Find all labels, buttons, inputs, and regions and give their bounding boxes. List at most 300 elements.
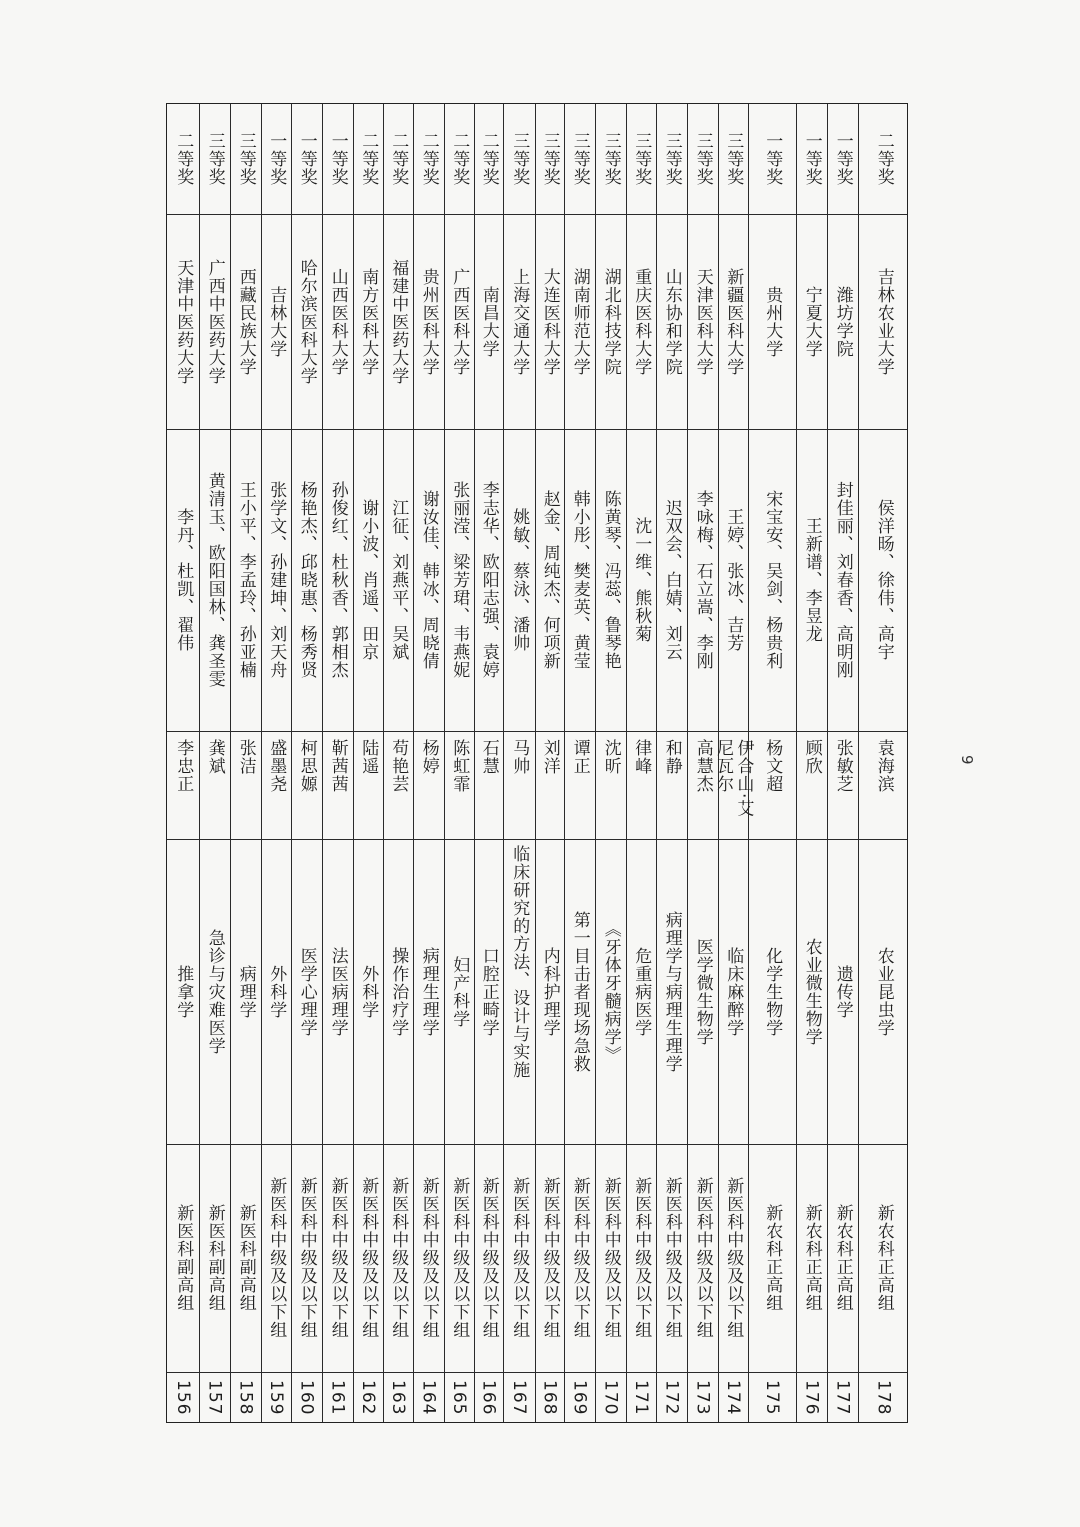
award-text: 二等奖 <box>873 132 894 186</box>
cell-group <box>291 1144 322 1372</box>
cell-award <box>383 104 413 214</box>
award-text: 二等奖 <box>358 132 379 186</box>
leader-text: 律峰 <box>631 739 652 775</box>
cell-award <box>291 104 322 214</box>
group-text: 新医科副高组 <box>204 1204 225 1312</box>
cell-leader <box>199 731 230 839</box>
group-text: 新医科中级及以下组 <box>478 1177 499 1339</box>
members-text: 谢小波、肖遥、田京 <box>358 499 379 661</box>
cell-field <box>261 839 291 1144</box>
cell-leader <box>444 731 474 839</box>
cell-group <box>413 1144 444 1372</box>
members-text: 黄清玉、欧阳国林、龚圣雯 <box>204 472 225 688</box>
school-text: 福建中医药大学 <box>388 258 409 385</box>
award-text: 一等奖 <box>832 132 853 186</box>
cell-members <box>230 429 261 731</box>
no-text: 162 <box>358 1380 379 1416</box>
cell-leader <box>796 731 827 839</box>
award-text: 一等奖 <box>762 132 783 186</box>
cell-field <box>353 839 383 1144</box>
cell-group <box>718 1144 748 1372</box>
school-text: 广西中医药大学 <box>204 258 225 385</box>
school-text: 西藏民族大学 <box>235 267 256 376</box>
award-text: 二等奖 <box>478 132 499 186</box>
award-text: 一等奖 <box>266 132 287 186</box>
cell-members <box>687 429 718 731</box>
field-text: 农业微生物学 <box>801 937 822 1046</box>
cell-school <box>444 214 474 429</box>
field-text: 妇产科学 <box>449 955 470 1028</box>
school-text: 南方医科大学 <box>358 267 379 376</box>
cell-group <box>199 1144 230 1372</box>
cell-leader <box>564 731 595 839</box>
cell-no <box>230 1372 261 1424</box>
group-text: 新医科副高组 <box>235 1204 256 1312</box>
cell-members <box>535 429 564 731</box>
school-text: 吉林农业大学 <box>873 267 894 376</box>
cell-group <box>167 1144 199 1372</box>
page-number: 9 <box>958 755 976 765</box>
cell-group <box>230 1144 261 1372</box>
award-text: 二等奖 <box>418 132 439 186</box>
leader-text: 陈虹霏 <box>449 739 470 793</box>
cell-field <box>199 839 230 1144</box>
cell-award <box>322 104 353 214</box>
members-text: 姚敏、蔡泳、潘帅 <box>509 508 530 652</box>
cell-leader <box>535 731 564 839</box>
members-text: 宋宝安、吴剑、杨贵利 <box>762 490 783 670</box>
cell-members <box>474 429 503 731</box>
cell-award <box>444 104 474 214</box>
award-text: 三等奖 <box>509 132 530 186</box>
members-text: 赵金、周纯杰、何项新 <box>539 490 560 670</box>
cell-members <box>291 429 322 731</box>
cell-members <box>444 429 474 731</box>
cell-members <box>322 429 353 731</box>
cell-school <box>199 214 230 429</box>
cell-field <box>230 839 261 1144</box>
cell-group <box>656 1144 687 1372</box>
group-text: 新农科正高组 <box>762 1204 783 1312</box>
cell-members <box>626 429 656 731</box>
cell-no <box>595 1372 626 1424</box>
leader-text: 和静 <box>661 739 682 775</box>
field-text: 危重病医学 <box>631 946 652 1037</box>
school-text: 新疆医科大学 <box>723 267 744 376</box>
group-text: 新医科中级及以下组 <box>358 1177 379 1339</box>
school-text: 大连医科大学 <box>539 267 560 376</box>
leader-text: 顾欣 <box>801 739 822 775</box>
no-text: 169 <box>569 1380 590 1416</box>
group-text: 新医科中级及以下组 <box>327 1177 348 1339</box>
group-text: 新医科中级及以下组 <box>631 1177 652 1339</box>
group-text: 新医科中级及以下组 <box>539 1177 560 1339</box>
leader-text: 靳茜茜 <box>327 739 348 793</box>
cell-no <box>383 1372 413 1424</box>
cell-no <box>748 1372 796 1424</box>
members-text: 王新谱、李昱龙 <box>801 517 822 643</box>
no-text: 177 <box>832 1380 853 1416</box>
cell-no <box>353 1372 383 1424</box>
leader-text: 石慧 <box>478 739 499 775</box>
group-text: 新医科中级及以下组 <box>692 1177 713 1339</box>
cell-award <box>796 104 827 214</box>
leader-text: 沈昕 <box>600 739 621 775</box>
no-text: 178 <box>873 1380 894 1416</box>
cell-school <box>718 214 748 429</box>
no-text: 156 <box>173 1380 194 1416</box>
group-text: 新农科正高组 <box>873 1204 894 1312</box>
no-text: 166 <box>478 1380 499 1416</box>
cell-group <box>796 1144 827 1372</box>
cell-school <box>858 214 909 429</box>
cell-no <box>167 1372 199 1424</box>
field-text: 病理学与病理生理学 <box>661 910 682 1073</box>
cell-group <box>687 1144 718 1372</box>
cell-no <box>656 1372 687 1424</box>
cell-award <box>748 104 796 214</box>
cell-field <box>383 839 413 1144</box>
cell-award <box>474 104 503 214</box>
award-text: 三等奖 <box>692 132 713 186</box>
cell-members <box>199 429 230 731</box>
leader-text: 伊合山·艾尼瓦尔 <box>713 739 754 818</box>
group-text: 新医科中级及以下组 <box>266 1177 287 1339</box>
field-text: 口腔正畸学 <box>478 946 499 1037</box>
group-text: 新农科正高组 <box>801 1204 822 1312</box>
school-text: 潍坊学院 <box>832 285 853 358</box>
cell-school <box>383 214 413 429</box>
award-text: 一等奖 <box>296 132 317 186</box>
school-text: 宁夏大学 <box>801 285 822 358</box>
group-text: 新医科中级及以下组 <box>569 1177 590 1339</box>
no-text: 160 <box>296 1380 317 1416</box>
cell-group <box>564 1144 595 1372</box>
no-text: 163 <box>388 1380 409 1416</box>
leader-text: 龚斌 <box>204 739 225 775</box>
cell-school <box>167 214 199 429</box>
leader-text: 马帅 <box>509 739 530 775</box>
cell-school <box>322 214 353 429</box>
cell-leader <box>827 731 858 839</box>
group-text: 新医科中级及以下组 <box>600 1177 621 1339</box>
cell-group <box>858 1144 909 1372</box>
no-text: 168 <box>539 1380 560 1416</box>
cell-leader <box>291 731 322 839</box>
school-text: 山东协和学院 <box>661 267 682 376</box>
cell-award <box>413 104 444 214</box>
leader-text: 袁海滨 <box>873 739 894 793</box>
members-text: 孙俊红、杜秋香、郭相杰 <box>327 481 348 679</box>
award-text: 一等奖 <box>801 132 822 186</box>
cell-field <box>167 839 199 1144</box>
cell-group <box>261 1144 291 1372</box>
cell-leader <box>322 731 353 839</box>
cell-award <box>564 104 595 214</box>
cell-no <box>291 1372 322 1424</box>
cell-members <box>827 429 858 731</box>
cell-no <box>199 1372 230 1424</box>
cell-school <box>474 214 503 429</box>
cell-school <box>230 214 261 429</box>
members-text: 王婷、张冰、吉芳 <box>723 508 744 652</box>
field-text: 推拿学 <box>173 964 194 1019</box>
cell-field <box>322 839 353 1144</box>
members-text: 谢汝佳、韩冰、周晓倩 <box>418 490 439 670</box>
group-text: 新医科中级及以下组 <box>388 1177 409 1339</box>
no-text: 176 <box>801 1380 822 1416</box>
cell-school <box>503 214 535 429</box>
cell-group <box>322 1144 353 1372</box>
cell-leader <box>858 731 909 839</box>
cell-school <box>595 214 626 429</box>
cell-award <box>503 104 535 214</box>
cell-school <box>353 214 383 429</box>
cell-school <box>748 214 796 429</box>
cell-leader <box>595 731 626 839</box>
cell-members <box>595 429 626 731</box>
group-text: 新医科中级及以下组 <box>723 1177 744 1339</box>
no-text: 164 <box>418 1380 439 1416</box>
school-text: 湖北科技学院 <box>600 267 621 376</box>
leader-text: 杨婷 <box>418 739 439 775</box>
cell-members <box>748 429 796 731</box>
cell-school <box>626 214 656 429</box>
cell-school <box>656 214 687 429</box>
cell-no <box>535 1372 564 1424</box>
cell-leader <box>748 731 796 839</box>
members-text: 李丹、杜凯、翟伟 <box>173 508 194 652</box>
cell-no <box>827 1372 858 1424</box>
cell-school <box>261 214 291 429</box>
school-text: 南昌大学 <box>478 285 499 358</box>
cell-no <box>474 1372 503 1424</box>
cell-award <box>626 104 656 214</box>
cell-members <box>656 429 687 731</box>
cell-group <box>535 1144 564 1372</box>
cell-members <box>858 429 909 731</box>
cell-award <box>230 104 261 214</box>
leader-text: 高慧杰 <box>692 739 713 793</box>
members-text: 迟双会、白婧、刘云 <box>661 499 682 661</box>
no-text: 174 <box>723 1380 744 1416</box>
cell-no <box>444 1372 474 1424</box>
cell-no <box>626 1372 656 1424</box>
field-text: 内科护理学 <box>539 946 560 1037</box>
cell-leader <box>261 731 291 839</box>
award-text: 三等奖 <box>235 132 256 186</box>
cell-field <box>291 839 322 1144</box>
cell-group <box>503 1144 535 1372</box>
leader-text: 苟艳芸 <box>388 739 409 793</box>
members-text: 陈黄琴、冯蕊、鲁琴艳 <box>600 490 621 670</box>
cell-field <box>564 839 595 1144</box>
cell-members <box>261 429 291 731</box>
school-text: 重庆医科大学 <box>631 267 652 376</box>
members-text: 李咏梅、石立嵩、李刚 <box>692 490 713 670</box>
school-text: 山西医科大学 <box>327 267 348 376</box>
group-text: 新医科中级及以下组 <box>418 1177 439 1339</box>
cell-school <box>827 214 858 429</box>
cell-leader <box>626 731 656 839</box>
members-text: 李志华、欧阳志强、袁婷 <box>478 481 499 679</box>
no-text: 167 <box>509 1380 530 1416</box>
school-text: 天津医科大学 <box>692 267 713 376</box>
school-text: 吉林大学 <box>266 285 287 358</box>
cell-field <box>626 839 656 1144</box>
cell-field <box>827 839 858 1144</box>
award-text: 三等奖 <box>631 132 652 186</box>
cell-leader <box>656 731 687 839</box>
cell-group <box>383 1144 413 1372</box>
award-text: 三等奖 <box>723 132 744 186</box>
cell-school <box>796 214 827 429</box>
cell-leader <box>713 731 754 839</box>
cell-award <box>656 104 687 214</box>
no-text: 158 <box>235 1380 256 1416</box>
cell-group <box>748 1144 796 1372</box>
group-text: 新医科中级及以下组 <box>296 1177 317 1339</box>
cell-no <box>413 1372 444 1424</box>
cell-group <box>474 1144 503 1372</box>
cell-field <box>796 839 827 1144</box>
members-text: 沈一维、熊秋菊 <box>631 517 652 643</box>
cell-leader <box>503 731 535 839</box>
cell-field <box>687 839 718 1144</box>
cell-award <box>535 104 564 214</box>
cell-school <box>291 214 322 429</box>
leader-text: 盛墨尧 <box>266 739 287 793</box>
award-text: 三等奖 <box>539 132 560 186</box>
leader-text: 谭正 <box>569 739 590 775</box>
members-text: 王小平、李孟玲、孙亚楠 <box>235 481 256 679</box>
cell-no <box>503 1372 535 1424</box>
field-text: 《牙体牙髓病学》 <box>600 919 621 1064</box>
cell-field <box>718 839 748 1144</box>
cell-group <box>626 1144 656 1372</box>
cell-field <box>503 839 535 1144</box>
field-text: 法医病理学 <box>327 946 348 1037</box>
members-text: 杨艳杰、邱晓惠、杨秀贤 <box>296 481 317 679</box>
cell-field <box>413 839 444 1144</box>
award-text: 三等奖 <box>661 132 682 186</box>
no-text: 175 <box>762 1380 783 1416</box>
cell-members <box>718 429 748 731</box>
no-text: 165 <box>449 1380 470 1416</box>
cell-members <box>383 429 413 731</box>
leader-text: 张洁 <box>235 739 256 775</box>
group-text: 新医科中级及以下组 <box>449 1177 470 1339</box>
no-text: 171 <box>631 1380 652 1416</box>
cell-members <box>413 429 444 731</box>
cell-award <box>718 104 748 214</box>
members-text: 韩小彤、樊麦英、黄莹 <box>569 490 590 670</box>
cell-leader <box>383 731 413 839</box>
no-text: 170 <box>600 1380 621 1416</box>
cell-award <box>827 104 858 214</box>
leader-text: 柯思嫄 <box>296 739 317 793</box>
field-text: 临床研究的方法、设计与实施 <box>509 845 530 1079</box>
no-text: 161 <box>327 1380 348 1416</box>
cell-members <box>796 429 827 731</box>
no-text: 172 <box>661 1380 682 1416</box>
cell-no <box>322 1372 353 1424</box>
members-text: 张丽滢、梁芳珺、韦燕妮 <box>449 481 470 679</box>
cell-no <box>718 1372 748 1424</box>
leader-text: 张敏芝 <box>832 739 853 793</box>
no-text: 159 <box>266 1380 287 1416</box>
award-text: 三等奖 <box>569 132 590 186</box>
group-text: 新医科中级及以下组 <box>661 1177 682 1339</box>
cell-leader <box>413 731 444 839</box>
school-text: 哈尔滨医科大学 <box>296 258 317 385</box>
cell-no <box>796 1372 827 1424</box>
cell-leader <box>230 731 261 839</box>
field-text: 外科学 <box>266 964 287 1019</box>
field-text: 病理生理学 <box>418 946 439 1037</box>
cell-group <box>353 1144 383 1372</box>
cell-award <box>858 104 909 214</box>
field-text: 病理学 <box>235 964 256 1019</box>
cell-field <box>444 839 474 1144</box>
school-text: 上海交通大学 <box>509 267 530 376</box>
cell-field <box>858 839 909 1144</box>
members-text: 张学文、孙建坤、刘天舟 <box>266 481 287 679</box>
school-text: 湖南师范大学 <box>569 267 590 376</box>
cell-members <box>564 429 595 731</box>
leader-text: 李忠正 <box>173 739 194 793</box>
award-table <box>166 103 908 1423</box>
cell-no <box>858 1372 909 1424</box>
school-text: 贵州大学 <box>762 285 783 358</box>
cell-award <box>199 104 230 214</box>
leader-text: 杨文超 <box>762 739 783 793</box>
members-text: 封佳丽、刘春香、高明刚 <box>832 481 853 679</box>
cell-school <box>687 214 718 429</box>
field-text: 第一目击者现场急救 <box>569 910 590 1073</box>
award-text: 二等奖 <box>173 132 194 186</box>
leader-text: 陆遥 <box>358 739 379 775</box>
cell-members <box>167 429 199 731</box>
cell-leader <box>353 731 383 839</box>
cell-no <box>261 1372 291 1424</box>
field-text: 操作治疗学 <box>388 946 409 1037</box>
cell-leader <box>167 731 199 839</box>
cell-award <box>167 104 199 214</box>
cell-field <box>595 839 626 1144</box>
school-text: 天津中医药大学 <box>173 258 194 385</box>
members-text: 侯洋旸、徐伟、高宇 <box>873 499 894 661</box>
cell-award <box>261 104 291 214</box>
award-text: 三等奖 <box>204 132 225 186</box>
group-text: 新农科正高组 <box>832 1204 853 1312</box>
cell-group <box>444 1144 474 1372</box>
cell-school <box>413 214 444 429</box>
field-text: 医学微生物学 <box>692 937 713 1046</box>
group-text: 新医科副高组 <box>173 1204 194 1312</box>
cell-group <box>827 1144 858 1372</box>
cell-school <box>564 214 595 429</box>
cell-no <box>687 1372 718 1424</box>
cell-field <box>535 839 564 1144</box>
no-text: 173 <box>692 1380 713 1416</box>
award-text: 二等奖 <box>388 132 409 186</box>
field-text: 农业昆虫学 <box>873 946 894 1037</box>
cell-group <box>595 1144 626 1372</box>
members-text: 江征、刘燕平、吴斌 <box>388 499 409 661</box>
award-text: 一等奖 <box>327 132 348 186</box>
cell-field <box>656 839 687 1144</box>
